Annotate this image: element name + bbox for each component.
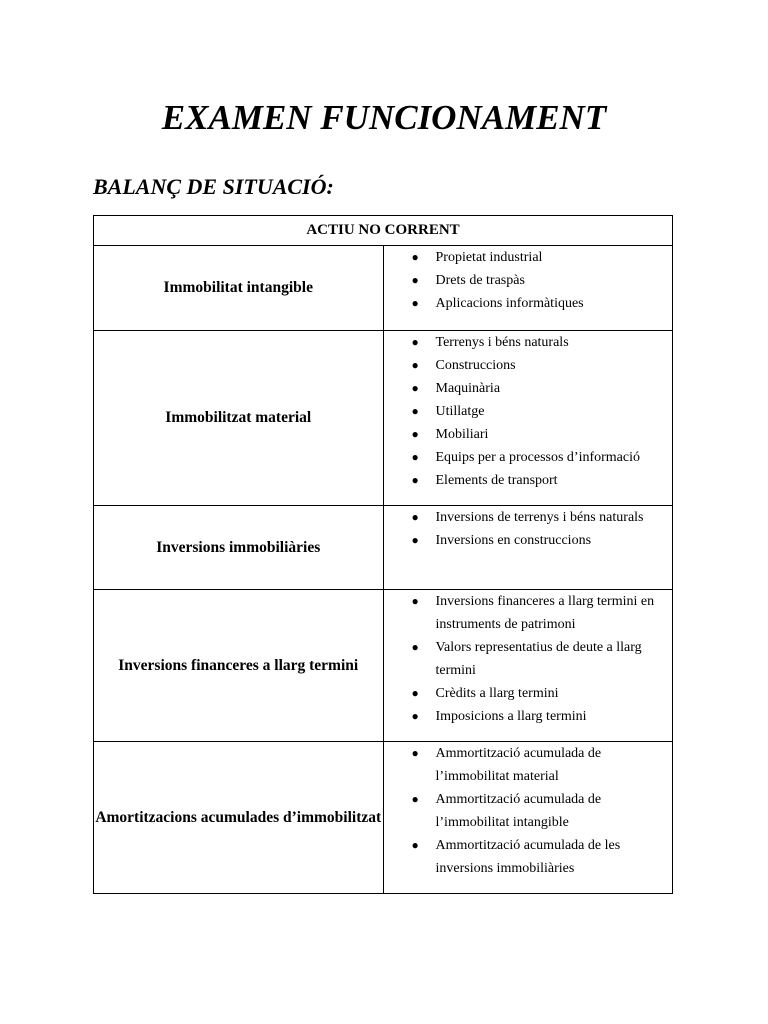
list-item: ● Terrenys i béns naturals [384,331,673,354]
balance-table [93,215,673,894]
bullet-icon: ● [411,450,419,464]
category-cell: Immobilitat intangible [94,246,384,331]
bullet-icon: ● [411,427,419,441]
bullet-icon: ● [411,792,419,806]
category-cell: Inversions immobiliàries [94,506,384,590]
bullet-icon: ● [411,594,419,608]
list-item: ● Imposicions a llarg termini [384,705,673,728]
list-item: ● Drets de traspàs [384,269,673,292]
list-item: ● Utillatge [384,400,673,423]
list-item: ● Inversions en construccions [384,529,673,552]
bullet-icon: ● [411,533,419,547]
item-list [384,331,673,492]
list-item: ● Propietat industrial [384,246,673,269]
bullet-icon: ● [411,640,419,654]
list-item: ● Construccions [384,354,673,377]
items-cell [383,506,673,590]
list-item: ● Inversions financeres a llarg termini en instruments de patrimoni [384,590,673,636]
bullet-icon: ● [411,510,419,524]
bullet-icon: ● [411,746,419,760]
table-row [94,506,673,590]
bullet-icon: ● [411,335,419,349]
bullet-icon: ● [411,473,419,487]
list-item: ● Ammortització acumulada de l’immobilitat intangible [384,788,673,834]
list-item: ● Ammortització acumulada de l’immobilitat material [384,742,673,788]
bullet-icon: ● [411,381,419,395]
bullet-icon: ● [411,686,419,700]
category-cell: Inversions financeres a llarg termini [94,590,384,742]
list-item: ● Elements de transport [384,469,673,492]
items-cell [383,590,673,742]
table-row [94,331,673,506]
bullet-icon: ● [411,250,419,264]
items-cell [383,331,673,506]
list-item: ● Ammortització acumulada de les inversions immobiliàries [384,834,673,880]
list-item: ● Crèdits a llarg termini [384,682,673,705]
item-list [384,590,673,728]
section-title: BALANÇ DE SITUACIÓ: [93,174,334,199]
table-header-row [94,216,673,246]
list-item: ● Mobiliari [384,423,673,446]
item-list [384,742,673,880]
bullet-icon: ● [411,404,419,418]
table-row [94,742,673,894]
bullet-icon: ● [411,273,419,287]
list-item: ● Inversions de terrenys i béns naturals [384,506,673,529]
bullet-icon: ● [411,358,419,372]
item-list [384,246,673,315]
table-row [94,246,673,331]
bullet-icon: ● [411,296,419,310]
list-item: ● Maquinària [384,377,673,400]
bullet-icon: ● [411,709,419,723]
table-row [94,590,673,742]
items-cell [383,246,673,331]
bullet-icon: ● [411,838,419,852]
category-cell: Amortitzacions acumulades d’immobilitzat [94,742,384,894]
list-item: ● Equips per a processos d’informació [384,446,673,469]
table-header: ACTIU NO CORRENT [94,216,673,246]
list-item: ● Valors representatius de deute a llarg termini [384,636,673,682]
items-cell [383,742,673,894]
category-cell: Immobilitzat material [94,331,384,506]
list-item: ● Aplicacions informàtiques [384,292,673,315]
item-list [384,506,673,552]
document-title: EXAMEN FUNCIONAMENT [161,98,607,137]
